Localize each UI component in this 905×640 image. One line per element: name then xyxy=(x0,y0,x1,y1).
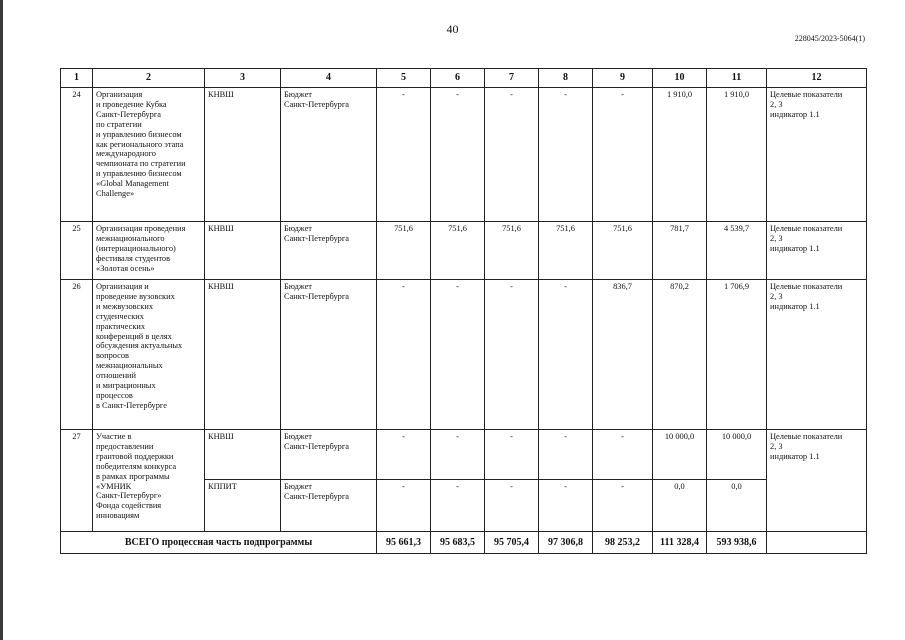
executor: КППИТ xyxy=(205,480,281,532)
total-value: 95 705,4 xyxy=(485,532,539,554)
total-label: ВСЕГО процессная часть подпрограммы xyxy=(61,532,377,554)
col-header: 4 xyxy=(281,69,377,88)
program-table xyxy=(60,68,867,554)
funding-source: Бюджет Санкт-Петербурга xyxy=(281,88,377,222)
value-cell: - xyxy=(539,88,593,222)
value-cell: - xyxy=(485,280,539,430)
row-number: 26 xyxy=(61,280,93,430)
col-header: 6 xyxy=(431,69,485,88)
value-cell: - xyxy=(539,430,593,480)
value-cell: 751,6 xyxy=(539,222,593,280)
total-value: 95 661,3 xyxy=(377,532,431,554)
funding-source: Бюджет Санкт-Петербурга xyxy=(281,430,377,480)
value-cell: 4 539,7 xyxy=(707,222,767,280)
total-row xyxy=(61,532,867,554)
total-value: 98 253,2 xyxy=(593,532,653,554)
value-cell: 751,6 xyxy=(593,222,653,280)
value-cell: 751,6 xyxy=(485,222,539,280)
total-value: 95 683,5 xyxy=(431,532,485,554)
value-cell: - xyxy=(593,430,653,480)
value-cell: 0,0 xyxy=(707,480,767,532)
value-cell: - xyxy=(431,430,485,480)
value-cell: - xyxy=(431,280,485,430)
document-id: 228045/2023-5064(1) xyxy=(794,34,865,43)
total-empty xyxy=(767,532,867,554)
total-value: 593 938,6 xyxy=(707,532,767,554)
value-cell: 751,6 xyxy=(377,222,431,280)
col-header: 12 xyxy=(767,69,867,88)
value-cell: - xyxy=(377,430,431,480)
total-value: 97 306,8 xyxy=(539,532,593,554)
value-cell: 10 000,0 xyxy=(707,430,767,480)
value-cell: - xyxy=(377,280,431,430)
value-cell: - xyxy=(485,480,539,532)
row-number: 25 xyxy=(61,222,93,280)
activity-name: Организация проведения межнационального (интернационального) фестиваля студентов «Золотая осень» xyxy=(93,222,205,280)
value-cell: 0,0 xyxy=(653,480,707,532)
value-cell: - xyxy=(377,88,431,222)
value-cell: 1 910,0 xyxy=(653,88,707,222)
scan-edge xyxy=(0,0,3,640)
value-cell: 870,2 xyxy=(653,280,707,430)
col-header: 2 xyxy=(93,69,205,88)
col-header: 1 xyxy=(61,69,93,88)
value-cell: - xyxy=(485,88,539,222)
funding-source: Бюджет Санкт-Петербурга xyxy=(281,480,377,532)
table-row xyxy=(61,280,867,430)
indicators: Целевые показатели 2, 3 индикатор 1.1 xyxy=(767,88,867,222)
value-cell: 1 706,9 xyxy=(707,280,767,430)
activity-name: Участие в предоставлении грантовой поддержки победителям конкурса в рамках программы «УМНИК Санкт-Петербург» Фонда содействия инновациям xyxy=(93,430,205,532)
executor: КНВШ xyxy=(205,280,281,430)
value-cell: - xyxy=(539,280,593,430)
indicators: Целевые показатели 2, 3 индикатор 1.1 xyxy=(767,430,867,532)
value-cell: - xyxy=(431,480,485,532)
executor: КНВШ xyxy=(205,88,281,222)
row-number: 24 xyxy=(61,88,93,222)
page-number: 40 xyxy=(446,22,459,36)
value-cell: - xyxy=(593,480,653,532)
header-row xyxy=(61,69,867,88)
value-cell: - xyxy=(431,88,485,222)
table-row xyxy=(61,88,867,222)
indicators: Целевые показатели 2, 3 индикатор 1.1 xyxy=(767,222,867,280)
row-number: 27 xyxy=(61,430,93,532)
table-row xyxy=(61,430,867,480)
col-header: 10 xyxy=(653,69,707,88)
activity-name: Организация и проведение Кубка Санкт-Петербурга по стратегии и управлению бизнесом как регионального этапа международного чемпионата по стратегии и управлению бизнесом «Global Management Challenge» xyxy=(93,88,205,222)
funding-source: Бюджет Санкт-Петербурга xyxy=(281,222,377,280)
value-cell: - xyxy=(593,88,653,222)
executor: КНВШ xyxy=(205,430,281,480)
value-cell: 751,6 xyxy=(431,222,485,280)
activity-name: Организация и проведение вузовских и межвузовских студенческих практических конференций в целях обсуждения актуальных вопросов межнациональных отношений и миграционных процессов в Санкт-Петербурге xyxy=(93,280,205,430)
value-cell: - xyxy=(377,480,431,532)
total-value: 111 328,4 xyxy=(653,532,707,554)
value-cell: - xyxy=(485,430,539,480)
col-header: 3 xyxy=(205,69,281,88)
value-cell: 10 000,0 xyxy=(653,430,707,480)
value-cell: 781,7 xyxy=(653,222,707,280)
col-header: 7 xyxy=(485,69,539,88)
value-cell: 836,7 xyxy=(593,280,653,430)
executor: КНВШ xyxy=(205,222,281,280)
table-row xyxy=(61,222,867,280)
col-header: 9 xyxy=(593,69,653,88)
col-header: 8 xyxy=(539,69,593,88)
value-cell: 1 910,0 xyxy=(707,88,767,222)
funding-source: Бюджет Санкт-Петербурга xyxy=(281,280,377,430)
value-cell: - xyxy=(539,480,593,532)
indicators: Целевые показатели 2, 3 индикатор 1.1 xyxy=(767,280,867,430)
col-header: 5 xyxy=(377,69,431,88)
col-header: 11 xyxy=(707,69,767,88)
